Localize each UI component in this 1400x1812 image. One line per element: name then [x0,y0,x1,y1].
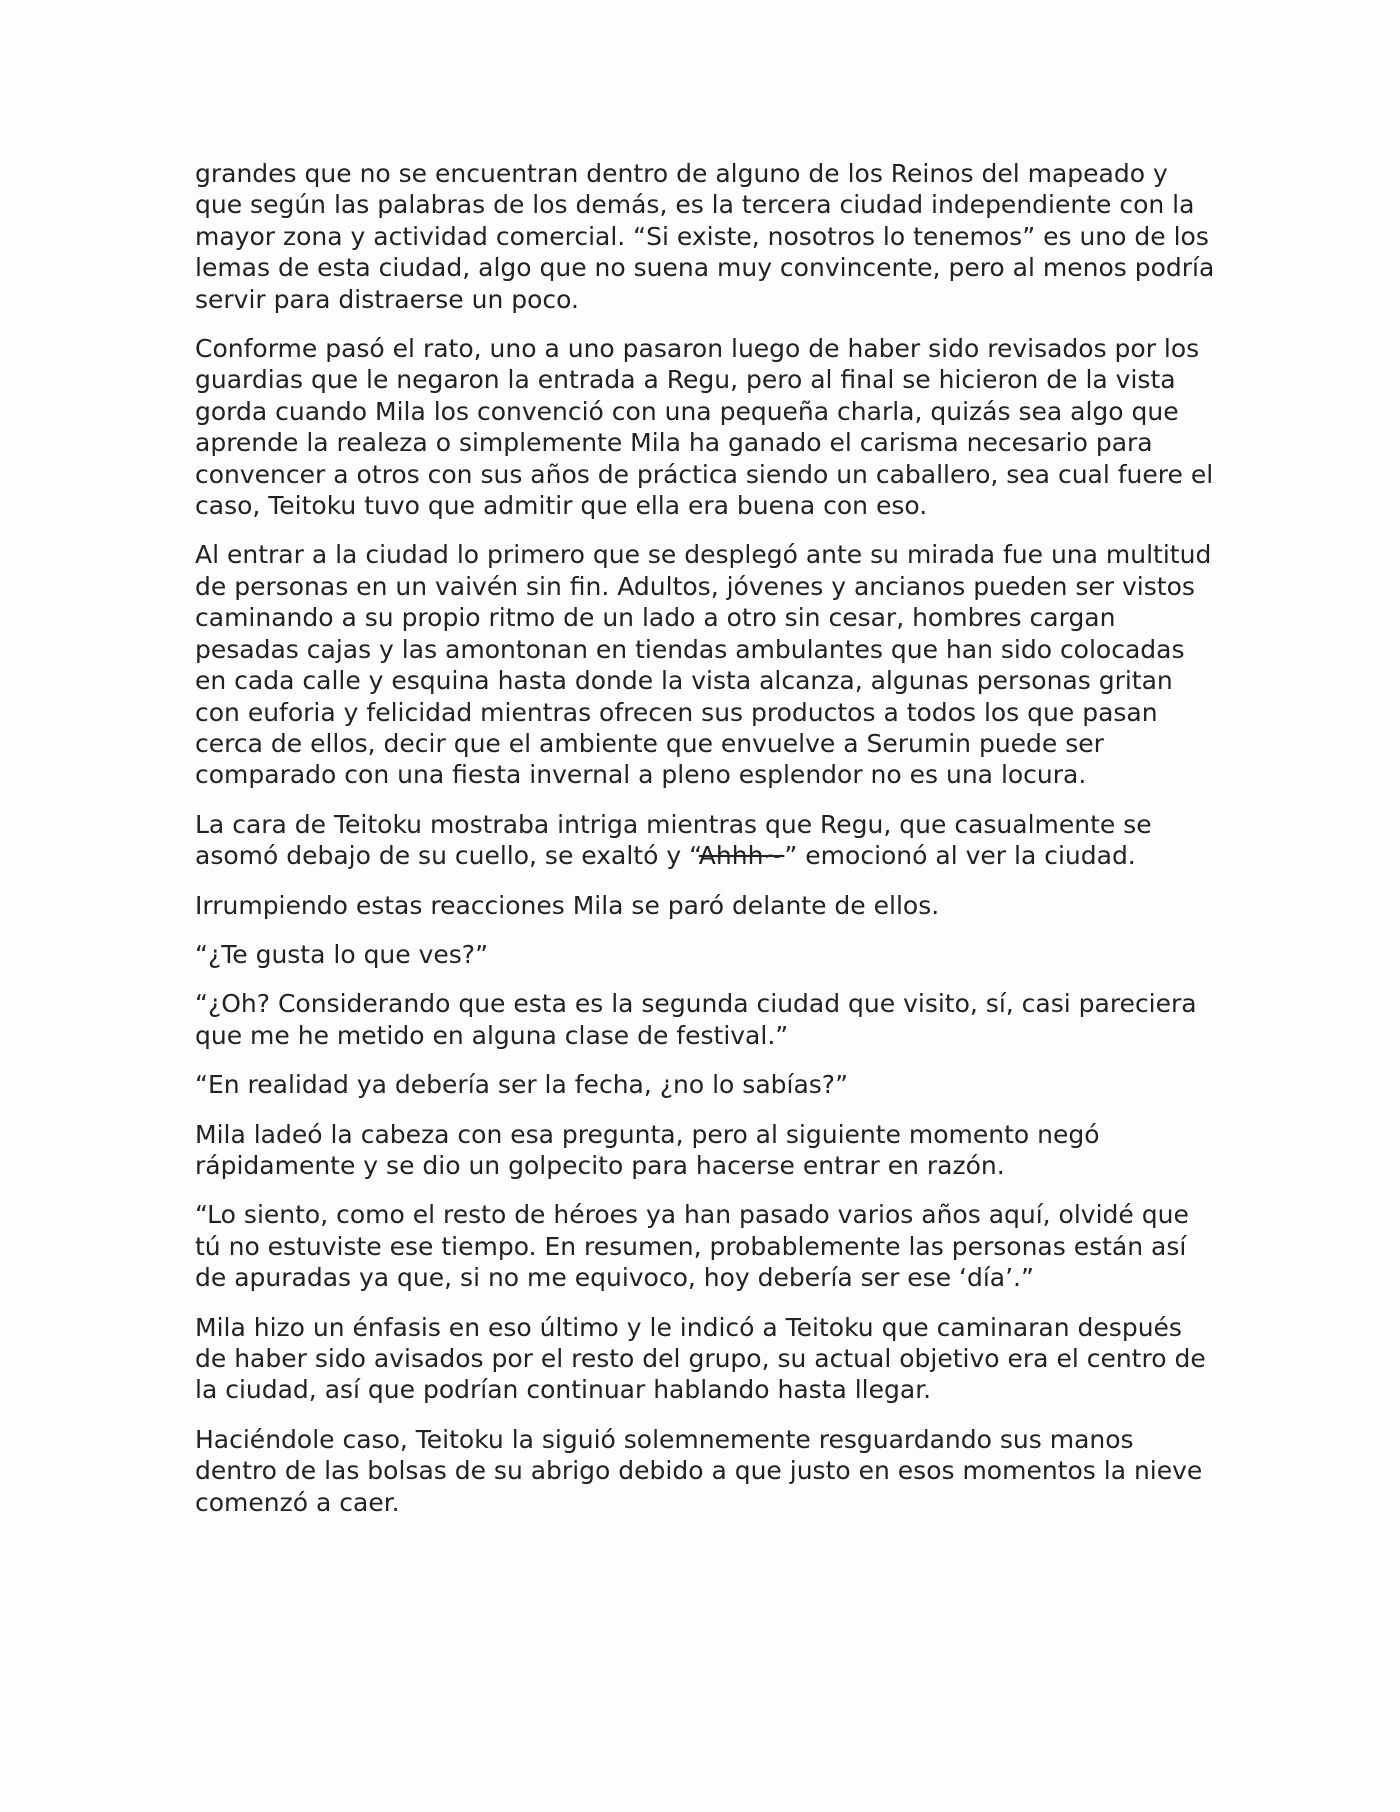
paragraph: Conforme pasó el rato, uno a uno pasaron luego de haber sido revisados por los guardias que le negaron la entrada a Regu, pero al final se hicieron de la vista gorda cuando Mila los convenció con una pequeña charla, quizás sea algo que aprende la realeza o simplemente Mila ha ganado el carisma necesario para convencer a otros con sus años de práctica siendo un caballero, sea cual fuere el caso, Teitoku tuvo que admitir que ella era buena con eso. [195,334,1214,521]
paragraph: Haciéndole caso, Teitoku la siguió solemnemente resguardando sus manos dentro de las bolsas de su abrigo debido a que justo en esos momentos la nieve comenzó a caer. [195,1424,1203,1517]
dialogue-line: “Lo siento, como el resto de héroes ya han pasado varios años aquí, olvidé que tú no estuviste ese tiempo. En resumen, probablemente las personas están así de apuradas ya que, si no me equivoco, hoy debería ser ese ‘día’.” [195,1200,1189,1293]
paragraph: grandes que no se encuentran dentro de alguno de los Reinos del mapeado y que según las palabras de los demás, es la tercera ciudad independiente con la mayor zona y actividad comercial. “Si existe, nosotros lo tenemos” es uno de los lemas de esta ciudad, algo que no suena muy convincente, pero al menos podría servir para distraerse un poco. [195,159,1215,314]
paragraph-with-strikethrough [195,809,1215,872]
paragraph: Al entrar a la ciudad lo primero que se desplegó ante su mirada fue una multitud de personas en un vaivén sin fin. Adultos, jóvenes y ancianos pueden ser vistos caminando a su propio ritmo de un lado a otro sin cesar, hombres cargan pesadas cajas y las amontonan en tiendas ambulantes que han sido colocadas en cada calle y esquina hasta donde la vista alcanza, algunas personas gritan con euforia y felicidad mientras ofrecen sus productos a todos los que pasan cerca de ellos, decir que el ambiente que envuelve a Serumin puede ser comparado con una fiesta invernal a pleno esplendor no es una locura. [195,540,1212,790]
paragraph: Mila hizo un énfasis en eso último y le indicó a Teitoku que caminaran después de haber sido avisados por el resto del grupo, su actual objetivo era el centro de la ciudad, así que podrían continuar hablando hasta llegar. [195,1312,1206,1405]
strikethrough-text: Ahhh~ [698,841,785,871]
paragraph: Irrumpiendo estas reacciones Mila se paró delante de ellos. [195,890,940,920]
paragraph-text-after: ” emocionó al ver la ciudad. [784,841,1136,871]
document-page [195,158,1215,1536]
dialogue-line: “¿Te gusta lo que ves?” [195,939,489,969]
dialogue-line: “En realidad ya debería ser la fecha, ¿no lo sabías?” [195,1070,849,1100]
paragraph: Mila ladeó la cabeza con esa pregunta, pero al siguiente momento negó rápidamente y se dio un golpecito para hacerse entrar en razón. [195,1119,1100,1180]
paragraph-text-before: La cara de Teitoku mostraba intriga mientras que Regu, que casualmente se asomó debajo de su cuello, se exaltó y “ [195,809,1152,871]
dialogue-line: “¿Oh? Considerando que esta es la segunda ciudad que visito, sí, casi pareciera que me he metido en alguna clase de festival.” [195,989,1197,1050]
